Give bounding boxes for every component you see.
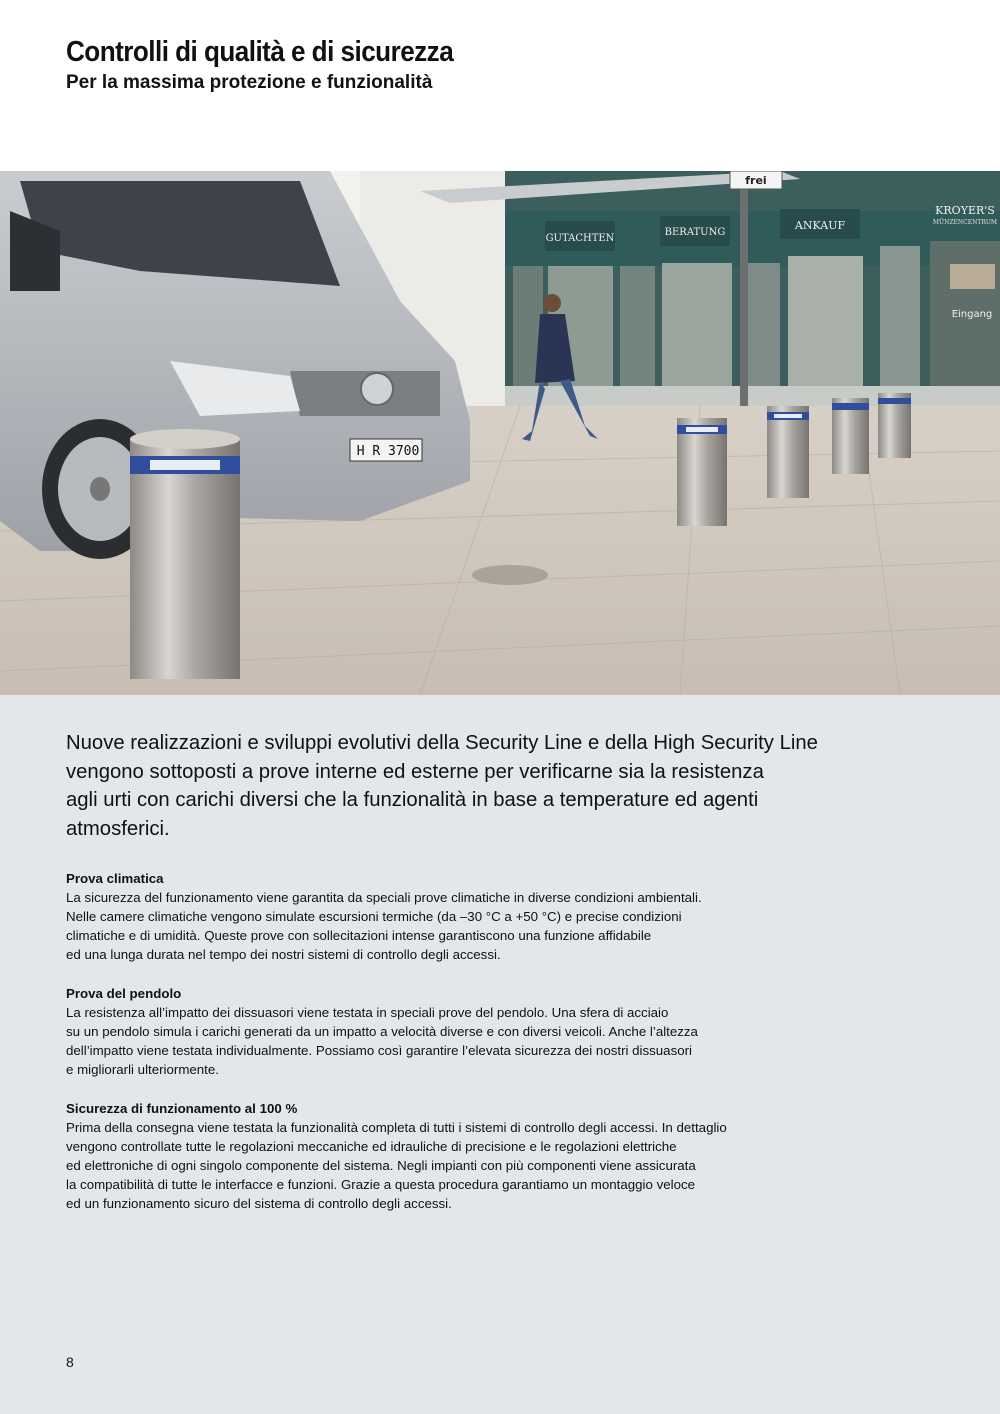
content-panel bbox=[0, 695, 1000, 1414]
sign-eingang: Eingang bbox=[951, 309, 993, 320]
bollard-large bbox=[130, 429, 240, 679]
hero-photo bbox=[0, 171, 1000, 695]
section-pendulum-test bbox=[66, 984, 866, 1079]
section-body: La sicurezza del funzionamento viene garantita da speciali prove climatiche in diverse condizioni ambientali. Nelle camere climatiche vengono simulate escursioni termiche (da –30 °C a +50 °C) e precise condizioni climatiche e di umidità. Queste prove con sollecitazioni intense garantiscono una funzione affidabile ed una lunga durata nel tempo dei nostri sistemi di controllo degli accessi. bbox=[66, 890, 702, 962]
sign-beratung: BERATUNG bbox=[664, 227, 726, 238]
lead-paragraph: Nuove realizzazioni e sviluppi evolutivi della Security Line e della High Security Line vengono sottoposti a prove interne ed esterne per verificarne sia la resistenza agli urti con carichi diversi che la funzionalità in base a temperature ed agenti atmosferici. bbox=[66, 732, 818, 840]
bollard-3 bbox=[767, 406, 809, 498]
storefront bbox=[505, 171, 1000, 421]
retracted-bollard bbox=[472, 565, 548, 585]
svg-text:H R 3700: H R 3700 bbox=[356, 444, 420, 459]
page-title: Controlli di qualità e di sicurezza bbox=[66, 36, 454, 68]
sign-gutachten: GUTACHTEN bbox=[545, 233, 615, 244]
sign-ankauf: ANKAUF bbox=[794, 219, 846, 232]
section-heading: Prova del pendolo bbox=[66, 986, 182, 1001]
page-header bbox=[66, 36, 496, 96]
bollard-5 bbox=[878, 393, 911, 458]
section-heading: Prova climatica bbox=[66, 871, 164, 886]
sign-kroyer: KROYER'S bbox=[935, 204, 995, 217]
section-heading: Sicurezza di funzionamento al 100 % bbox=[66, 1101, 298, 1116]
page-subtitle: Per la massima protezione e funzionalità bbox=[66, 72, 433, 93]
bollard-2 bbox=[677, 418, 727, 526]
section-body: La resistenza all’impatto dei dissuasori viene testata in speciali prove del pendolo. Una sfera di acciaio su un pendolo simula i carichi generati da un impatto a velocità diverse e con diversi veicoli. Anche l’altezza dell’impatto viene testata individualmente. Possiamo così garantire l’elevata sicurezza dei nostri dissuasori e migliorarli ulteriormente. bbox=[66, 1005, 698, 1077]
bollard-4 bbox=[832, 398, 869, 474]
svg-text:frei: frei bbox=[745, 174, 767, 187]
section-body: Prima della consegna viene testata la funzionalità completa di tutti i sistemi di controllo degli accessi. In dettaglio vengono controllate tutte le regolazioni meccaniche ed idrauliche di precisione e le regolazioni elettriche ed elettroniche di ogni singolo componente del sistema. Negli impianti con più componenti viene assicurata la compatibilità di tutte le interfacce e funzioni. Grazie a questa procedura garantiamo un montaggio veloce ed un funzionamento sicuro del sistema di controllo degli accessi. bbox=[66, 1120, 727, 1211]
section-operational-safety bbox=[66, 1099, 866, 1213]
section-climate-test bbox=[66, 869, 866, 964]
sign-kroyer-sub: MÜNZENCENTRUM bbox=[932, 219, 998, 226]
page-number: 8 bbox=[66, 1354, 74, 1370]
street-scene-illustration bbox=[0, 171, 1000, 695]
